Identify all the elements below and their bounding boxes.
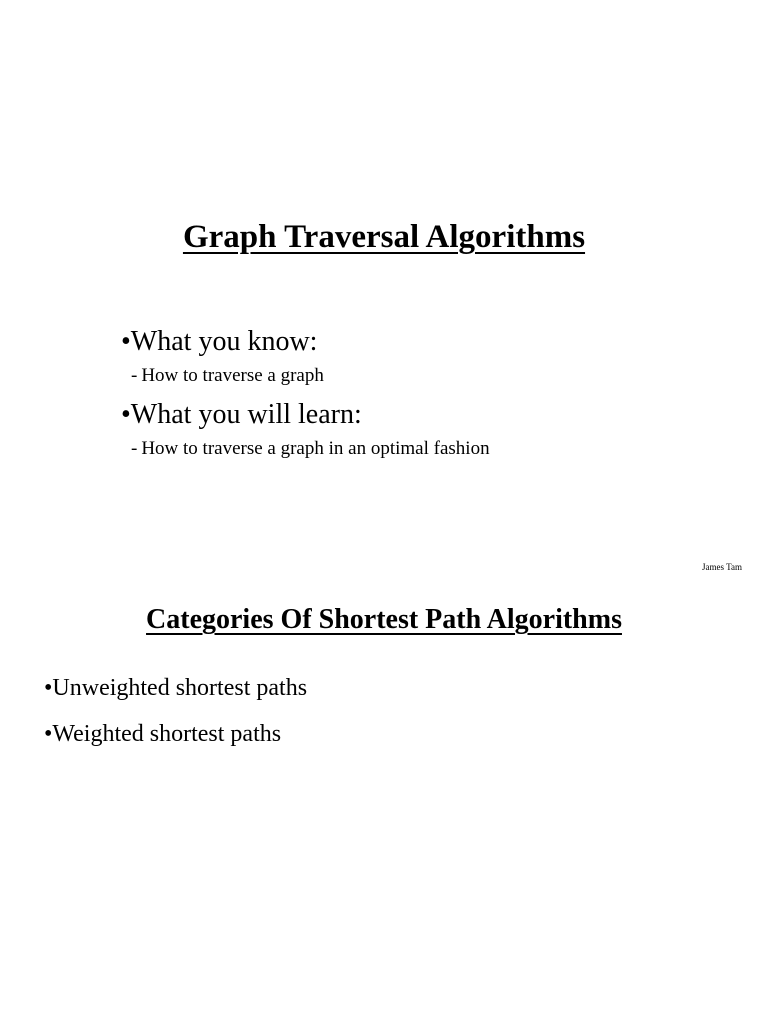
bullet-list bbox=[44, 676, 307, 746]
footer-author: James Tam bbox=[702, 562, 742, 572]
sub-bullet-text: How to traverse a graph bbox=[141, 365, 324, 386]
slide-shortest-path-categories bbox=[0, 580, 768, 1024]
bullet-unweighted: •Unweighted shortest paths bbox=[44, 675, 308, 701]
dash-marker: - bbox=[131, 438, 138, 459]
bullet-group bbox=[121, 401, 490, 458]
slide-title: Graph Traversal Algorithms bbox=[182, 219, 586, 255]
sub-bullet-text: How to traverse a graph in an optimal fashion bbox=[141, 438, 490, 459]
bullet-what-you-know: •What you know: bbox=[121, 326, 318, 357]
bullet-group bbox=[121, 328, 490, 385]
sub-bullet bbox=[131, 366, 490, 385]
dash-marker: - bbox=[131, 365, 138, 386]
bullet-list bbox=[121, 328, 490, 458]
slide-title: Categories Of Shortest Path Algorithms bbox=[146, 604, 622, 635]
bullet-what-you-will-learn: •What you will learn: bbox=[121, 399, 362, 430]
bullet-weighted: •Weighted shortest paths bbox=[44, 721, 282, 747]
sub-bullet bbox=[131, 439, 490, 458]
